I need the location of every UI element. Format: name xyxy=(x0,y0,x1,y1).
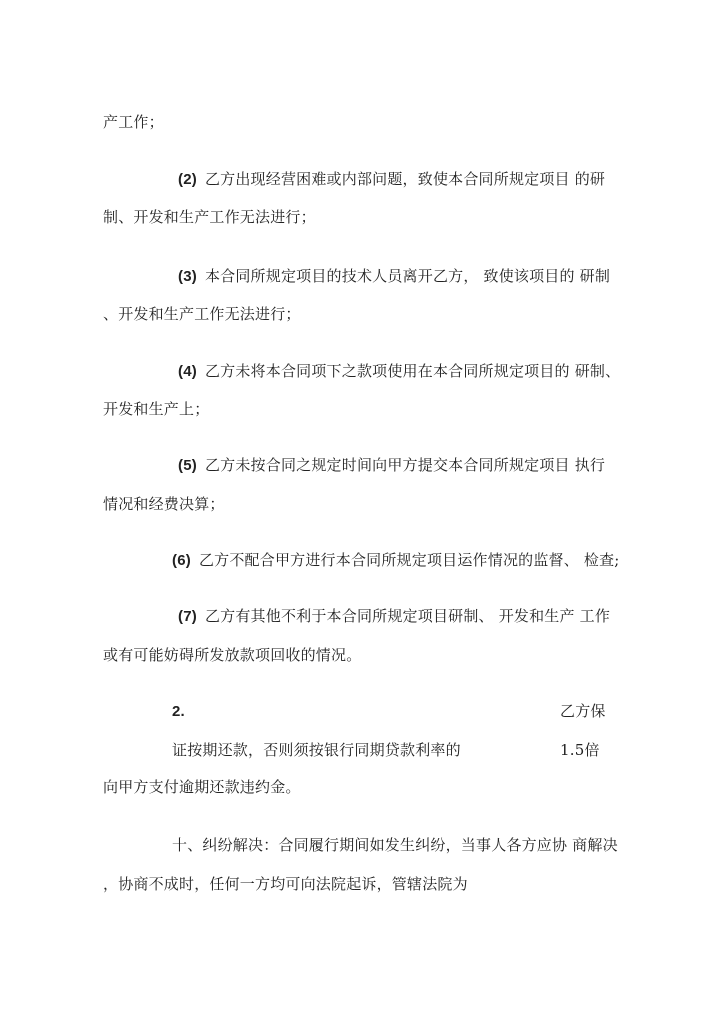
clause-4-line-1: (4) 乙方未将本合同项下之款项使用在本合同所规定项目的 研制、 xyxy=(178,362,621,380)
clause-2-line-1: (2) 乙方出现经营困难或内部问题，致使本合同所规定项目 的研 xyxy=(178,170,606,188)
clause-6-line-1: (6) 乙方不配合甲方进行本合同所规定项目运作情况的监督、 检查; xyxy=(172,551,620,569)
item-2-line-2: 证按期还款，否则须按银行同期贷款利率的 xyxy=(172,741,461,759)
clause-7-line-2: 或有可能妨碍所发放款项回收的情况。 xyxy=(103,646,362,664)
clause-number: (4) xyxy=(178,363,197,380)
paragraph-line: 产工作； xyxy=(103,113,164,131)
clause-2-line-2: 制、开发和生产工作无法进行； xyxy=(103,208,316,226)
clause-5-line-2: 情况和经费决算； xyxy=(103,495,225,513)
clause-number: (5) xyxy=(178,457,197,474)
clause-5-line-1: (5) 乙方未按合同之规定时间向甲方提交本合同所规定项目 执行 xyxy=(178,456,606,474)
clause-4-line-2: 开发和生产上； xyxy=(103,400,210,418)
penalty-multiplier: 1.5倍 xyxy=(560,741,600,759)
item-2-line-1-tail: 乙方保 xyxy=(560,702,606,720)
item-2-line-3: 向甲方支付逾期还款违约金。 xyxy=(103,778,301,796)
clause-number: (2) xyxy=(178,171,197,188)
clause-3-line-1: (3) 本合同所规定项目的技术人员离开乙方， 致使该项目的 研制 xyxy=(178,267,611,285)
section-10-line-2: ，协商不成时，任何一方均可向法院起诉，管辖法院为 xyxy=(103,875,468,893)
clause-number: (3) xyxy=(178,268,197,285)
clause-3-line-2: 、开发和生产工作无法进行； xyxy=(103,305,301,323)
clause-7-line-1: (7) 乙方有其他不利于本合同所规定项目研制、 开发和生产 工作 xyxy=(178,607,611,625)
clause-number: (7) xyxy=(178,608,197,625)
item-2-number: 2. xyxy=(172,703,185,720)
clause-number: (6) xyxy=(172,552,191,569)
section-10-line-1: 十、纠纷解决：合同履行期间如发生纠纷，当事人各方应协 商解决 xyxy=(172,836,618,854)
